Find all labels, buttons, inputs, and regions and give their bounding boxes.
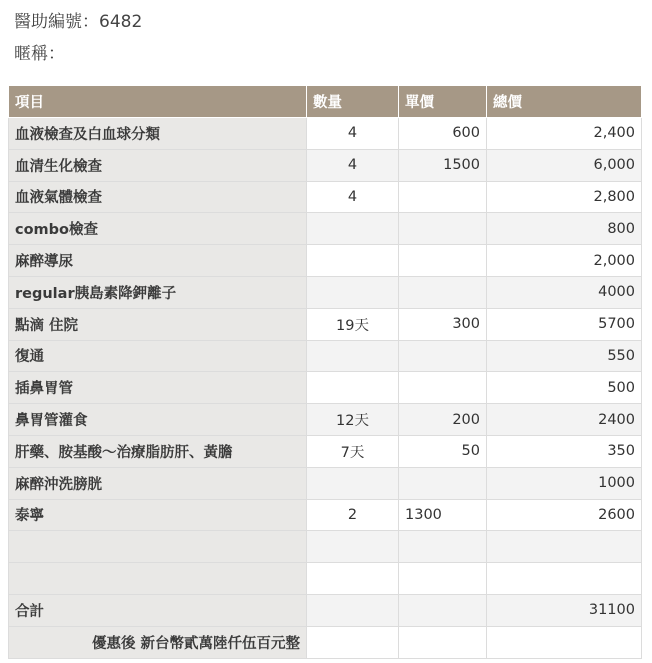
sum-label: 合計: [9, 594, 307, 626]
item-cell: 鼻胃管灌食: [9, 404, 307, 436]
quantity-cell: 2: [307, 499, 399, 531]
quantity-cell: 12天: [307, 404, 399, 436]
total-price-cell: 2400: [487, 404, 642, 436]
unit-price-cell: 200: [399, 404, 487, 436]
total-price-cell: 6,000: [487, 149, 642, 181]
total-price-cell: 1000: [487, 467, 642, 499]
total-price-cell: 2,800: [487, 181, 642, 213]
item-cell: [9, 531, 307, 563]
table-row: [9, 435, 642, 467]
quantity-cell: 7天: [307, 435, 399, 467]
quantity-cell: [307, 245, 399, 277]
discount-row: [9, 626, 642, 658]
total-price-cell: 550: [487, 340, 642, 372]
unit-price-cell: [399, 276, 487, 308]
unit-price-cell: 300: [399, 308, 487, 340]
unit-price-cell: [399, 626, 487, 658]
table-row: [9, 499, 642, 531]
header-total-price: 總價: [487, 86, 642, 118]
unit-price-cell: [399, 467, 487, 499]
nickname-label: 暱稱：: [14, 44, 65, 64]
total-price-cell: [487, 626, 642, 658]
table-row: [9, 308, 642, 340]
quantity-cell: 4: [307, 118, 399, 150]
table-row: [9, 181, 642, 213]
quantity-cell: 4: [307, 181, 399, 213]
unit-price-cell: [399, 563, 487, 595]
total-price-cell: 800: [487, 213, 642, 245]
table-row: [9, 404, 642, 436]
unit-price-cell: [399, 594, 487, 626]
item-cell: 麻醉導尿: [9, 245, 307, 277]
quantity-cell: [307, 213, 399, 245]
header-quantity: 數量: [307, 86, 399, 118]
total-price-cell: 2600: [487, 499, 642, 531]
table-row: [9, 245, 642, 277]
unit-price-cell: 50: [399, 435, 487, 467]
item-cell: 血液氣體檢查: [9, 181, 307, 213]
table-row: [9, 467, 642, 499]
total-price-cell: [487, 563, 642, 595]
billing-table: [8, 85, 642, 659]
unit-price-cell: [399, 213, 487, 245]
unit-price-cell: [399, 372, 487, 404]
discount-note: 優惠後 新台幣貳萬陸仟伍百元整: [9, 626, 307, 658]
item-cell: [9, 563, 307, 595]
item-cell: 復通: [9, 340, 307, 372]
unit-price-cell: [399, 181, 487, 213]
unit-price-cell: 600: [399, 118, 487, 150]
table-row: [9, 213, 642, 245]
table-row: [9, 149, 642, 181]
unit-price-cell: [399, 531, 487, 563]
unit-price-cell: 1500: [399, 149, 487, 181]
quantity-cell: [307, 340, 399, 372]
item-cell: 麻醉沖洗膀胱: [9, 467, 307, 499]
item-cell: 血液檢查及白血球分類: [9, 118, 307, 150]
sum-row: [9, 594, 642, 626]
table-row: [9, 372, 642, 404]
table-row: [9, 563, 642, 595]
total-price-cell: 4000: [487, 276, 642, 308]
total-price-cell: 2,400: [487, 118, 642, 150]
item-cell: 泰寧: [9, 499, 307, 531]
table-row: [9, 118, 642, 150]
total-price-cell: 5700: [487, 308, 642, 340]
quantity-cell: [307, 563, 399, 595]
unit-price-cell: 1300: [399, 499, 487, 531]
total-price-cell: 500: [487, 372, 642, 404]
item-cell: 插鼻胃管: [9, 372, 307, 404]
header-unit-price: 單價: [399, 86, 487, 118]
sum-total: 31100: [487, 594, 642, 626]
total-price-cell: [487, 531, 642, 563]
item-cell: combo檢查: [9, 213, 307, 245]
quantity-cell: [307, 531, 399, 563]
quantity-cell: [307, 467, 399, 499]
quantity-cell: [307, 276, 399, 308]
quantity-cell: 4: [307, 149, 399, 181]
item-cell: regular胰島素降鉀離子: [9, 276, 307, 308]
total-price-cell: 350: [487, 435, 642, 467]
unit-price-cell: [399, 245, 487, 277]
assistant-id-label: 醫助編號：6482: [14, 12, 143, 32]
table-header-row: [9, 86, 642, 118]
quantity-cell: 19天: [307, 308, 399, 340]
table-row: [9, 340, 642, 372]
quantity-cell: [307, 626, 399, 658]
total-price-cell: 2,000: [487, 245, 642, 277]
quantity-cell: [307, 372, 399, 404]
unit-price-cell: [399, 340, 487, 372]
item-cell: 點滴 住院: [9, 308, 307, 340]
table-row: [9, 276, 642, 308]
header-item: 項目: [9, 86, 307, 118]
table-row: [9, 531, 642, 563]
quantity-cell: [307, 594, 399, 626]
item-cell: 肝藥、胺基酸～治療脂肪肝、黃膽: [9, 435, 307, 467]
item-cell: 血清生化檢查: [9, 149, 307, 181]
